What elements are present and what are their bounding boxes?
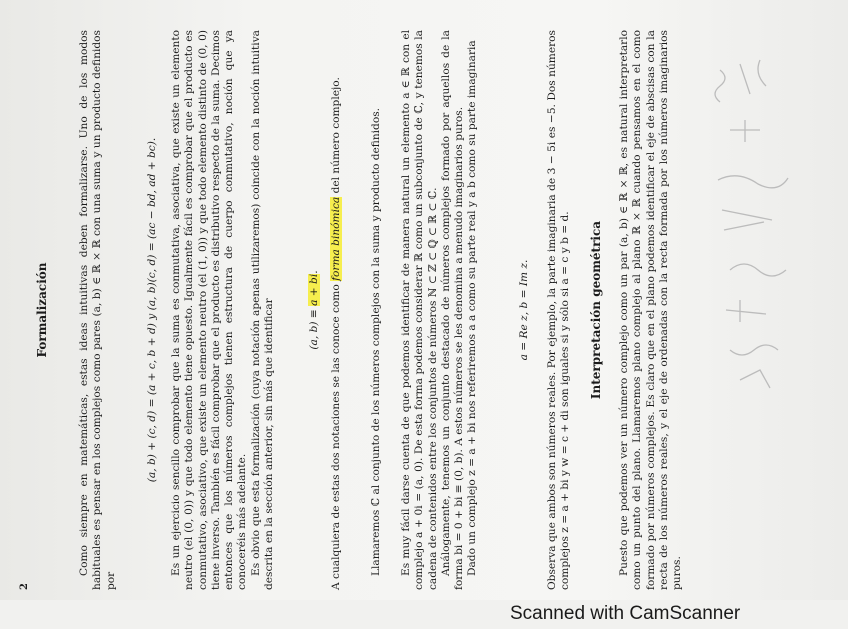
highlighted-binomial: a + bi <box>308 273 320 306</box>
paragraph-intro: Como siempre en matemáticas, estas ideas intuitivas deben formalizarse. Uno de los modos habituales es pensar en los complejos como pares (a, b) ∈ ℝ × ℝ con una suma y un producto definidos por <box>78 30 117 590</box>
paragraph-binomial-form: A cualquiera de estas dos notaciones se las conoce como forma binómica del número complejo. <box>330 77 342 590</box>
highlighted-forma-binomica: forma binómica <box>330 196 342 281</box>
section-title-formalizacion: Formalización <box>35 262 49 358</box>
rotated-text-block <box>18 0 798 590</box>
paragraph-set-c: Llamaremos ℂ al conjunto de los números complejos con la suma y producto definidos. <box>370 107 382 576</box>
camscanner-watermark: Scanned with CamScanner <box>510 603 741 624</box>
page-number: 2 <box>19 583 30 590</box>
paragraph-field-properties: Es un ejercicio sencillo comprobar que la suma es conmutativa, asociativa, que existe un elemento neutro (el (0, 0)) y que todo elemento tiene opuesto. Igualmente fácil es comprobar que el producto es conmutativo, asociativo, que existe un elemento neutro (el (1, 0)) y que todo elemento distinto de (0, 0) tiene inverso. También es fácil comprobar que el producto es distributivo respecto de la suma. Decimos entonces que los números complejos tienen estructura de cuerpo conmutativo, noción que ya conoceréis más adelante. <box>170 30 249 590</box>
paragraph-real-imag-parts: Dado un complejo z = a + bi nos referiremos a a como su parte real y a b como su parte imaginaria <box>466 40 479 576</box>
equation-sum-product: (a, b) + (c, d) = (a + c, b + d) y (a, b)(c, d) = (ac − bd, ad + bc). <box>146 137 158 483</box>
paragraph-complex-plane: Puesto que podemos ver un número complejo como un par (a, b) ∈ ℝ × ℝ, es natural interpretarlo como un punto del plano. Llamaremos plano complejo al plano ℝ × ℝ cuando pensamos en el como formado por números complejos. Es claro que en el plano podemos identificar el eje de abscisas con la recta de los números reales, y el eje de ordenadas con la recta formada por los números imaginarios puros. <box>618 30 684 590</box>
paragraph-real-embedding: Es muy fácil darse cuenta de que podemos identificar de manera natural un elemento a ∈ ℝ con el complejo a + 0i = (a, 0). De esta forma podemos considerar ℝ como un subconjunto de ℂ, y tenemos la cadena de contenidos entre los conjuntos de números ℕ ⊂ ℤ ⊂ ℚ ⊂ ℝ ⊂ ℂ. <box>400 30 439 590</box>
equation-re-im: a = Re z, b = Im z. <box>518 259 530 361</box>
handwritten-notes-sketch <box>700 50 810 410</box>
equation-identification: (a, b) ≡ a + bi. <box>308 270 320 350</box>
paragraph-example: Observa que ambos son números reales. Por ejemplo, la parte imaginaria de 3 − 5i es −5. Dos números complejos z = a + bi y w = c + di son iguales si y sólo si a = c y b = d. <box>546 30 572 590</box>
paragraph-formalization-note: Es obvio que esta formalización (cuya notación apenas utilizaremos) coincide con la noción intuitiva descrita en la sección anterior, sin más que identificar <box>249 30 276 590</box>
paragraph-pure-imaginary: Análogamente, tenemos un conjunto destacado de números complejos formado por aquellos de la forma bi = 0 + bi ≡ (0, b). A estos números se les denomina a menudo imaginarios puros. <box>439 30 466 590</box>
section-title-interpretacion: Interpretación geométrica <box>589 220 603 400</box>
